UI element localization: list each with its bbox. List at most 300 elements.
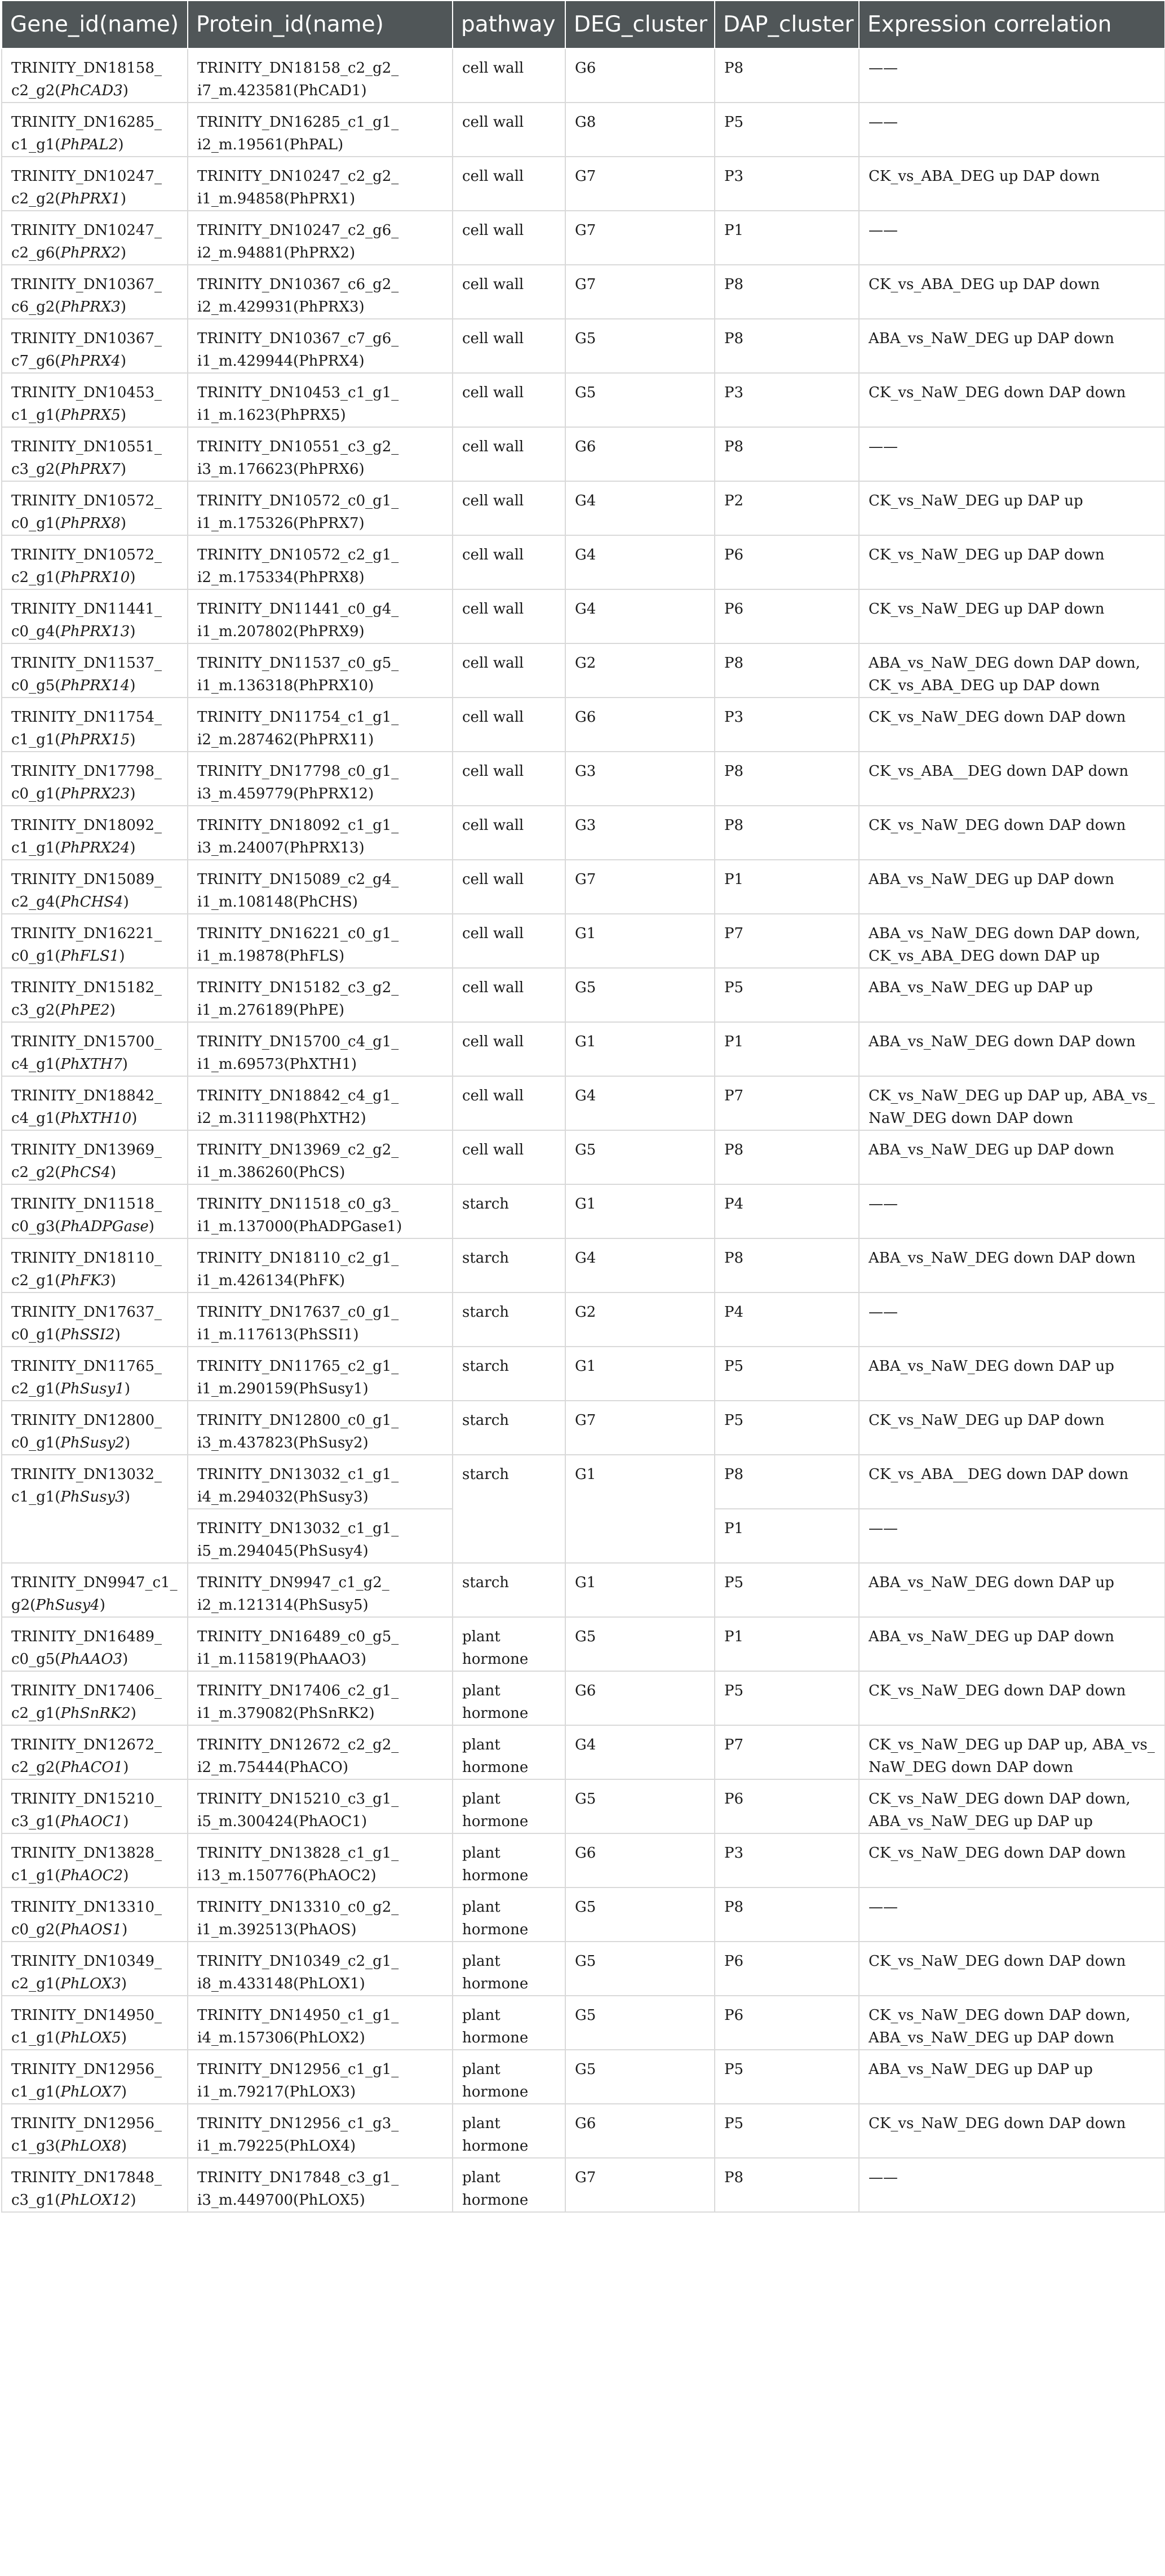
gene-id-close: ) <box>120 190 126 207</box>
protein-id-line: i2_m.311198(PhXTH2) <box>197 1110 366 1127</box>
dap-cluster-cell: P6 <box>715 1996 859 2050</box>
dap-cluster-cell: P5 <box>715 1401 859 1455</box>
dap-cluster-cell: P8 <box>715 2158 859 2212</box>
header-row <box>2 1 1165 48</box>
expression-line: ABA_vs_NaW_DEG up DAP down <box>869 2029 1114 2046</box>
gene-id-line: TRINITY_DN18110_ <box>11 1250 162 1267</box>
gene-name: PhCAD3 <box>60 82 123 99</box>
expression-correlation-cell <box>859 1293 1165 1347</box>
gene-name: PhCS4 <box>60 1164 110 1181</box>
gene-id-cell <box>2 860 188 914</box>
expression-line: CK_vs_NaW_DEG down DAP down, <box>869 2007 1131 2024</box>
table-row <box>2 1076 1165 1130</box>
expression-correlation-cell <box>859 589 1165 643</box>
expression-correlation-cell <box>859 103 1165 157</box>
protein-id-line: TRINITY_DN18158_c2_g2_ <box>197 60 399 77</box>
protein-id-line: TRINITY_DN17637_c0_g1_ <box>197 1304 399 1321</box>
expression-line: —— <box>869 114 898 131</box>
gene-id-cell <box>2 1293 188 1347</box>
pathway-cell <box>453 1671 565 1725</box>
pathway-line: plant <box>462 2007 500 2024</box>
dap-cluster-cell: P5 <box>715 2104 859 2158</box>
gene-id-line: c2_g2( <box>11 1759 61 1776</box>
gene-name: PhXTH10 <box>60 1110 132 1127</box>
protein-id-cell <box>188 968 453 1022</box>
gene-id-line: TRINITY_DN13032_ <box>11 1466 162 1483</box>
gene-name: PhPRX24 <box>60 840 130 856</box>
pathway-line: hormone <box>462 2192 529 2209</box>
header-dap-cluster: DAP_cluster <box>715 1 859 48</box>
gene-id-cell <box>2 535 188 589</box>
gene-id-line: TRINITY_DN16285_ <box>11 114 162 131</box>
protein-id-cell <box>188 1996 453 2050</box>
protein-id-line: i5_m.300424(PhAOC1) <box>197 1813 367 1830</box>
gene-id-cell <box>2 1563 188 1617</box>
protein-id-line: TRINITY_DN10551_c3_g2_ <box>197 438 399 455</box>
expression-correlation-cell <box>859 1347 1165 1401</box>
pathway-cell <box>453 535 565 589</box>
dap-cluster-cell: P8 <box>715 643 859 698</box>
protein-id-cell <box>188 1942 453 1996</box>
expression-line: CK_vs_ABA_DEG down DAP up <box>869 948 1100 965</box>
gene-name: PhPRX14 <box>60 677 130 694</box>
protein-id-line: TRINITY_DN11765_c2_g1_ <box>197 1358 399 1375</box>
gene-id-cell <box>2 103 188 157</box>
gene-name: PhSusy4 <box>36 1597 100 1614</box>
pathway-cell <box>453 1563 565 1617</box>
gene-id-cell <box>2 2158 188 2212</box>
expression-line: CK_vs_NaW_DEG down DAP down, <box>869 1791 1131 1807</box>
gene-id-cell <box>2 2104 188 2158</box>
pathway-line: starch <box>462 1412 510 1429</box>
protein-id-line: TRINITY_DN18092_c1_g1_ <box>197 817 399 834</box>
expression-line: ABA_vs_NaW_DEG up DAP down <box>869 1628 1114 1645</box>
deg-cluster-cell: G8 <box>565 103 715 157</box>
gene-id-line: c2_g1( <box>11 569 61 586</box>
protein-id-line: i1_m.386260(PhCS) <box>197 1164 345 1181</box>
protein-id-line: i2_m.175334(PhPRX8) <box>197 569 365 586</box>
protein-id-cell <box>188 1401 453 1455</box>
gene-id-line: TRINITY_DN15210_ <box>11 1791 162 1807</box>
pathway-line: plant <box>462 1791 500 1807</box>
table-row <box>2 1833 1165 1887</box>
pathway-cell <box>453 1022 565 1076</box>
protein-id-cell <box>188 211 453 265</box>
pathway-line: cell wall <box>462 222 524 239</box>
deg-cluster-cell: G5 <box>565 968 715 1022</box>
expression-line: ABA_vs_NaW_DEG up DAP up <box>869 979 1093 996</box>
gene-id-cell <box>2 1942 188 1996</box>
pathway-line: cell wall <box>462 1033 524 1050</box>
deg-cluster-cell: G2 <box>565 643 715 698</box>
gene-id-cell <box>2 319 188 373</box>
pathway-line: hormone <box>462 1813 529 1830</box>
gene-name: PhPRX5 <box>60 407 121 424</box>
protein-id-cell <box>188 373 453 427</box>
expression-correlation-cell <box>859 1779 1165 1833</box>
pathway-cell <box>453 914 565 968</box>
pathway-cell <box>453 643 565 698</box>
protein-id-cell <box>188 1509 453 1563</box>
gene-id-line: TRINITY_DN10367_ <box>11 276 162 293</box>
pathway-line: cell wall <box>462 384 524 401</box>
pathway-line: plant <box>462 1628 500 1645</box>
gene-id-line: TRINITY_DN13969_ <box>11 1142 162 1158</box>
table-row <box>2 103 1165 157</box>
deg-cluster-cell: G4 <box>565 1725 715 1779</box>
dap-cluster-cell: P3 <box>715 1833 859 1887</box>
protein-id-line: i1_m.108148(PhCHS) <box>197 894 358 911</box>
gene-id-line: c1_g1( <box>11 731 61 748</box>
gene-id-close: ) <box>124 1489 130 1505</box>
protein-id-line: TRINITY_DN12956_c1_g1_ <box>197 2061 399 2078</box>
gene-name: PhPRX23 <box>60 785 130 802</box>
deg-cluster-cell: G4 <box>565 589 715 643</box>
gene-name: PhAAO3 <box>60 1651 123 1668</box>
table-row <box>2 968 1165 1022</box>
dap-cluster-cell: P1 <box>715 211 859 265</box>
gene-id-line: c1_g1( <box>11 407 61 424</box>
protein-id-line: i1_m.117613(PhSSI1) <box>197 1326 359 1343</box>
dap-cluster-cell: P8 <box>715 1130 859 1184</box>
table-row <box>2 1238 1165 1293</box>
pathway-line: cell wall <box>462 330 524 347</box>
pathway-cell <box>453 752 565 806</box>
expression-correlation-cell <box>859 698 1165 752</box>
expression-correlation-cell <box>859 752 1165 806</box>
gene-name: PhPRX1 <box>60 190 121 207</box>
expression-line: ABA_vs_NaW_DEG down DAP up <box>869 1574 1114 1591</box>
gene-id-line: TRINITY_DN10572_ <box>11 547 162 563</box>
protein-id-cell <box>188 860 453 914</box>
gene-id-close: ) <box>121 2138 127 2155</box>
protein-id-line: i1_m.429944(PhPRX4) <box>197 353 365 370</box>
protein-id-cell <box>188 1293 453 1347</box>
pathway-cell <box>453 1996 565 2050</box>
protein-id-line: TRINITY_DN15700_c4_g1_ <box>197 1033 399 1050</box>
gene-id-cell <box>2 1833 188 1887</box>
pathway-line: cell wall <box>462 709 524 726</box>
protein-id-line: TRINITY_DN15089_c2_g4_ <box>197 871 399 888</box>
gene-name: PhLOX12 <box>60 2192 131 2209</box>
expression-correlation-cell <box>859 1887 1165 1942</box>
gene-id-line: TRINITY_DN11754_ <box>11 709 162 726</box>
dap-cluster-cell: P5 <box>715 2050 859 2104</box>
pathway-line: cell wall <box>462 763 524 780</box>
gene-id-cell <box>2 427 188 481</box>
pathway-line: starch <box>462 1196 510 1213</box>
table-row <box>2 752 1165 806</box>
pathway-cell <box>453 1942 565 1996</box>
gene-protein-table <box>1 0 1165 2213</box>
protein-id-line: i1_m.1623(PhPRX5) <box>197 407 346 424</box>
dap-cluster-cell: P4 <box>715 1184 859 1238</box>
protein-id-line: i1_m.207802(PhPRX9) <box>197 623 365 640</box>
gene-id-cell <box>2 1238 188 1293</box>
expression-line: CK_vs_ABA_DEG up DAP down <box>869 677 1100 694</box>
table-row <box>2 1779 1165 1833</box>
dap-cluster-cell: P8 <box>715 319 859 373</box>
dap-cluster-cell: P1 <box>715 1509 859 1563</box>
deg-cluster-cell: G5 <box>565 2050 715 2104</box>
gene-name: PhACO1 <box>60 1759 123 1776</box>
gene-id-close: ) <box>124 1434 130 1451</box>
pathway-cell <box>453 48 565 103</box>
deg-cluster-cell: G5 <box>565 1617 715 1671</box>
gene-id-cell <box>2 589 188 643</box>
pathway-cell <box>453 373 565 427</box>
gene-id-close: ) <box>130 569 136 586</box>
gene-id-line: TRINITY_DN11441_ <box>11 601 162 618</box>
gene-id-close: ) <box>110 1164 117 1181</box>
protein-id-line: i2_m.75444(PhACO) <box>197 1759 348 1776</box>
protein-id-line: i1_m.426134(PhFK) <box>197 1272 345 1289</box>
header-expression-correlation: Expression correlation <box>859 1 1165 48</box>
gene-id-line: TRINITY_DN15089_ <box>11 871 162 888</box>
dap-cluster-cell: P5 <box>715 968 859 1022</box>
dap-cluster-cell: P5 <box>715 103 859 157</box>
pathway-line: cell wall <box>462 817 524 834</box>
pathway-cell <box>453 427 565 481</box>
gene-id-cell <box>2 1671 188 1725</box>
gene-name: PhPRX10 <box>60 569 130 586</box>
gene-name: PhSSI2 <box>60 1326 115 1343</box>
expression-correlation-cell <box>859 1184 1165 1238</box>
expression-line: ABA_vs_NaW_DEG down DAP down <box>869 1033 1136 1050</box>
dap-cluster-cell: P5 <box>715 1671 859 1725</box>
gene-id-line: c1_g1( <box>11 2084 61 2100</box>
deg-cluster-cell: G5 <box>565 1996 715 2050</box>
protein-id-line: i8_m.433148(PhLOX1) <box>197 1975 365 1992</box>
table-row <box>2 48 1165 103</box>
pathway-line: cell wall <box>462 655 524 672</box>
gene-id-cell <box>2 1779 188 1833</box>
protein-id-line: TRINITY_DN18842_c4_g1_ <box>197 1087 399 1104</box>
gene-id-cell <box>2 968 188 1022</box>
table-row <box>2 1455 1165 1509</box>
gene-id-line: c0_g3( <box>11 1218 61 1235</box>
protein-id-line: i1_m.136318(PhPRX10) <box>197 677 374 694</box>
gene-name: PhPE2 <box>60 1002 110 1019</box>
gene-id-line: TRINITY_DN18842_ <box>11 1087 162 1104</box>
pathway-line: plant <box>462 1682 500 1699</box>
gene-id-line: TRINITY_DN9947_c1_ <box>11 1574 178 1591</box>
gene-id-close: ) <box>130 785 136 802</box>
gene-id-line: c4_g1( <box>11 1110 61 1127</box>
gene-id-line: TRINITY_DN12800_ <box>11 1412 162 1429</box>
pathway-cell <box>453 1455 565 1563</box>
expression-line: CK_vs_NaW_DEG up DAP up <box>869 492 1083 509</box>
gene-id-cell <box>2 157 188 211</box>
table-row <box>2 2050 1165 2104</box>
table-header <box>2 1 1165 48</box>
pathway-line: hormone <box>462 1759 529 1776</box>
protein-id-cell <box>188 752 453 806</box>
deg-cluster-cell: G4 <box>565 1238 715 1293</box>
expression-correlation-cell <box>859 1509 1165 1563</box>
expression-line: CK_vs_NaW_DEG down DAP down <box>869 817 1126 834</box>
table-row <box>2 1130 1165 1184</box>
gene-id-line: c2_g1( <box>11 1705 61 1722</box>
table-row <box>2 1293 1165 1347</box>
table-row <box>2 1942 1165 1996</box>
pathway-line: hormone <box>462 1975 529 1992</box>
protein-id-line: TRINITY_DN11441_c0_g4_ <box>197 601 399 618</box>
table-row <box>2 1347 1165 1401</box>
gene-name: PhPRX13 <box>60 623 130 640</box>
gene-id-line: c2_g2( <box>11 190 61 207</box>
protein-id-line: i2_m.429931(PhPRX3) <box>197 299 365 316</box>
pathway-line: hormone <box>462 2138 529 2155</box>
gene-id-cell <box>2 1996 188 2050</box>
pathway-line: starch <box>462 1466 510 1483</box>
table-row <box>2 589 1165 643</box>
protein-id-cell <box>188 589 453 643</box>
pathway-line: plant <box>462 2115 500 2132</box>
gene-id-line: c2_g1( <box>11 1272 61 1289</box>
gene-id-line: TRINITY_DN13310_ <box>11 1899 162 1916</box>
protein-id-line: i1_m.379082(PhSnRK2) <box>197 1705 375 1722</box>
protein-id-line: i4_m.294032(PhSusy3) <box>197 1489 369 1505</box>
protein-id-line: TRINITY_DN15182_c3_g2_ <box>197 979 399 996</box>
protein-id-line: TRINITY_DN13032_c1_g1_ <box>197 1520 399 1537</box>
gene-name: PhAOC2 <box>60 1867 123 1884</box>
expression-correlation-cell <box>859 1238 1165 1293</box>
pathway-line: cell wall <box>462 438 524 455</box>
protein-id-line: TRINITY_DN16285_c1_g1_ <box>197 114 399 131</box>
gene-name: PhSusy2 <box>60 1434 125 1451</box>
gene-id-close: ) <box>114 1326 121 1343</box>
expression-line: ABA_vs_NaW_DEG down DAP down, <box>869 925 1141 942</box>
dap-cluster-cell: P8 <box>715 1455 859 1509</box>
gene-id-cell <box>2 752 188 806</box>
expression-line: CK_vs_NaW_DEG up DAP down <box>869 1412 1105 1429</box>
table-row <box>2 157 1165 211</box>
gene-id-line: c0_g5( <box>11 1651 61 1668</box>
dap-cluster-cell: P7 <box>715 1725 859 1779</box>
expression-correlation-cell <box>859 1617 1165 1671</box>
protein-id-line: i1_m.94858(PhPRX1) <box>197 190 356 207</box>
dap-cluster-cell: P3 <box>715 373 859 427</box>
pathway-cell <box>453 589 565 643</box>
deg-cluster-cell: G1 <box>565 1455 715 1563</box>
protein-id-cell <box>188 319 453 373</box>
expression-line: ABA_vs_NaW_DEG up DAP down <box>869 330 1114 347</box>
pathway-line: cell wall <box>462 1142 524 1158</box>
expression-line: CK_vs_ABA__DEG down DAP down <box>869 763 1129 780</box>
gene-id-line: TRINITY_DN10349_ <box>11 1953 162 1970</box>
expression-correlation-cell <box>859 1671 1165 1725</box>
protein-id-cell <box>188 1671 453 1725</box>
expression-correlation-cell <box>859 48 1165 103</box>
deg-cluster-cell: G1 <box>565 1347 715 1401</box>
gene-id-cell <box>2 211 188 265</box>
dap-cluster-cell: P4 <box>715 1293 859 1347</box>
expression-correlation-cell <box>859 211 1165 265</box>
pathway-cell <box>453 319 565 373</box>
dap-cluster-cell: P1 <box>715 860 859 914</box>
protein-id-line: i3_m.24007(PhPRX13) <box>197 840 365 856</box>
pathway-cell <box>453 1779 565 1833</box>
expression-line: CK_vs_NaW_DEG up DAP up, ABA_vs_ <box>869 1087 1155 1104</box>
gene-id-close: ) <box>130 1705 136 1722</box>
pathway-cell <box>453 806 565 860</box>
protein-id-line: TRINITY_DN18110_c2_g1_ <box>197 1250 399 1267</box>
pathway-cell <box>453 1130 565 1184</box>
expression-line: NaW_DEG down DAP down <box>869 1759 1074 1776</box>
pathway-line: plant <box>462 1953 500 1970</box>
gene-id-line: TRINITY_DN17406_ <box>11 1682 162 1699</box>
gene-id-close: ) <box>122 82 129 99</box>
table-row <box>2 860 1165 914</box>
gene-id-close: ) <box>120 245 126 261</box>
gene-id-line: TRINITY_DN17637_ <box>11 1304 162 1321</box>
protein-id-line: TRINITY_DN9947_c1_g2_ <box>197 1574 389 1591</box>
protein-id-line: i1_m.290159(PhSusy1) <box>197 1380 369 1397</box>
protein-id-cell <box>188 806 453 860</box>
gene-id-cell <box>2 698 188 752</box>
deg-cluster-cell: G6 <box>565 1671 715 1725</box>
gene-id-cell <box>2 1076 188 1130</box>
gene-id-cell <box>2 373 188 427</box>
protein-id-line: i3_m.459779(PhPRX12) <box>197 785 374 802</box>
gene-name: PhLOX7 <box>60 2084 121 2100</box>
deg-cluster-cell: G4 <box>565 1076 715 1130</box>
deg-cluster-cell: G7 <box>565 265 715 319</box>
expression-correlation-cell <box>859 481 1165 535</box>
expression-correlation-cell <box>859 427 1165 481</box>
protein-id-line: TRINITY_DN13032_c1_g1_ <box>197 1466 399 1483</box>
dap-cluster-cell: P7 <box>715 1076 859 1130</box>
expression-correlation-cell <box>859 2158 1165 2212</box>
gene-id-close: ) <box>122 1921 128 1938</box>
expression-line: —— <box>869 2169 898 2186</box>
expression-line: —— <box>869 1304 898 1321</box>
pathway-cell <box>453 1833 565 1887</box>
dap-cluster-cell: P3 <box>715 698 859 752</box>
protein-id-line: TRINITY_DN10367_c6_g2_ <box>197 276 399 293</box>
gene-id-close: ) <box>120 407 126 424</box>
expression-line: CK_vs_NaW_DEG up DAP down <box>869 547 1105 563</box>
gene-id-line: TRINITY_DN10453_ <box>11 384 162 401</box>
protein-id-line: i13_m.150776(PhAOC2) <box>197 1867 376 1884</box>
dap-cluster-cell: P6 <box>715 535 859 589</box>
table-row <box>2 535 1165 589</box>
deg-cluster-cell: G5 <box>565 1942 715 1996</box>
protein-id-line: i1_m.392513(PhAOS) <box>197 1921 357 1938</box>
dap-cluster-cell: P6 <box>715 589 859 643</box>
pathway-cell <box>453 1238 565 1293</box>
pathway-line: plant <box>462 1736 500 1753</box>
deg-cluster-cell: G2 <box>565 1293 715 1347</box>
gene-id-close: ) <box>118 136 124 153</box>
dap-cluster-cell: P1 <box>715 1617 859 1671</box>
protein-id-line: TRINITY_DN12956_c1_g3_ <box>197 2115 399 2132</box>
gene-name: PhSusy1 <box>60 1380 125 1397</box>
gene-id-line: c2_g1( <box>11 1380 61 1397</box>
gene-id-line: TRINITY_DN17848_ <box>11 2169 162 2186</box>
gene-id-cell <box>2 2050 188 2104</box>
gene-name: PhFLS1 <box>60 948 119 965</box>
expression-correlation-cell <box>859 643 1165 698</box>
protein-id-line: TRINITY_DN14950_c1_g1_ <box>197 2007 399 2024</box>
gene-name: PhPRX4 <box>60 353 121 370</box>
gene-id-close: ) <box>123 1813 129 1830</box>
protein-id-cell <box>188 1563 453 1617</box>
gene-id-line: TRINITY_DN13828_ <box>11 1845 162 1862</box>
deg-cluster-cell: G6 <box>565 698 715 752</box>
expression-correlation-cell <box>859 968 1165 1022</box>
